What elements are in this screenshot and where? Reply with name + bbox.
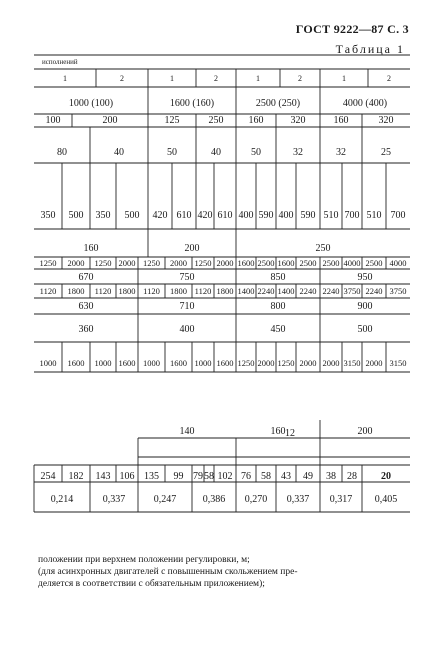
- table-cell: 200: [184, 243, 200, 254]
- table-cell: 590: [258, 210, 274, 221]
- table-cell: 2500: [322, 258, 340, 268]
- footnote-line: (для асинхронных двигателей с повышенным скольжением пре-: [38, 567, 298, 577]
- table-cell: 1: [256, 74, 260, 83]
- table-cell: 160: [270, 426, 286, 437]
- table-cell: 28: [347, 471, 357, 482]
- table-cell: 4000: [389, 258, 407, 268]
- table-cell: 610: [176, 210, 192, 221]
- footnote: [38, 554, 408, 590]
- table-cell: 38: [326, 471, 336, 482]
- table-cell: 50: [167, 147, 177, 158]
- table-cell: 1120: [143, 286, 160, 296]
- table-cell: 143: [95, 471, 111, 482]
- table-cell: 3750: [389, 286, 407, 296]
- table-cell: 710: [179, 301, 195, 312]
- table-cell: 106: [119, 471, 135, 482]
- table-cell: 1800: [118, 286, 136, 296]
- table-cell: 135: [144, 471, 159, 482]
- table-cell: 3150: [343, 358, 361, 368]
- table-cell: 320: [290, 115, 306, 126]
- table-cell: исполнений: [42, 58, 78, 66]
- table-cell: 2000: [216, 258, 234, 268]
- table-cell: 76: [241, 471, 251, 482]
- table-cell: 40: [114, 147, 124, 158]
- footnote-line: положении при верхнем положении регулировки, м;: [38, 555, 250, 565]
- table-cell: 320: [378, 115, 394, 126]
- table-cell: 800: [270, 301, 286, 312]
- table-cell: 125: [164, 115, 180, 126]
- table-cell: 2240: [365, 286, 383, 296]
- table-cell: 360: [78, 324, 94, 335]
- table-cell: 2240: [322, 286, 340, 296]
- table-cell: 1: [342, 74, 346, 83]
- table-cell: 700: [344, 210, 360, 221]
- table-cell: 1120: [39, 286, 57, 296]
- table-cell: 1250: [277, 358, 295, 368]
- table-cell: 400: [278, 210, 294, 221]
- table-cell: 1800: [67, 286, 85, 296]
- table-cell: 630: [78, 301, 94, 312]
- table-cell: 0,214: [50, 494, 74, 505]
- table-cell: 254: [40, 471, 56, 482]
- table-cell: 200: [357, 426, 373, 437]
- table-cell: 2000: [67, 258, 85, 268]
- table-cell: 610: [217, 210, 233, 221]
- table-cell: 1250: [94, 258, 112, 268]
- table-cell: 500: [124, 210, 140, 221]
- table-cell: 1250: [194, 258, 212, 268]
- table-cell: 0,405: [374, 494, 398, 505]
- table-cell: 1120: [194, 286, 212, 296]
- table-cell: 3750: [343, 286, 361, 296]
- table-cell: 450: [270, 324, 286, 335]
- table-cell: 79: [193, 471, 203, 482]
- table-cell: 4000 (400): [342, 98, 388, 109]
- table-cell: 670: [78, 272, 94, 283]
- table-cell: 1600: [67, 358, 85, 368]
- table-cell: 40: [211, 147, 221, 158]
- table-cell: 250: [208, 115, 224, 126]
- table-cell: 1250: [237, 358, 255, 368]
- table-cell: 160: [83, 243, 99, 254]
- table-cell: 2500: [365, 258, 383, 268]
- footnote-line: деляется в соответствии с обязательным приложением);: [38, 579, 265, 589]
- table-cell: 400: [179, 324, 195, 335]
- table-cell: 1250: [39, 258, 57, 268]
- table-cell: 20: [381, 471, 391, 482]
- table-cell: 25: [381, 147, 391, 158]
- table-cell: 200: [102, 115, 118, 126]
- table-cell: 99: [173, 471, 184, 482]
- table-cell: 2240: [257, 286, 275, 296]
- table-cell: 1000: [94, 358, 112, 368]
- table-cell: 2: [214, 74, 218, 83]
- table-cell: 1000: [143, 358, 160, 368]
- table-cell: 1: [63, 74, 67, 83]
- table-cell: 102: [217, 471, 233, 482]
- page-header: ГОСТ 9222—87 С. 3: [295, 22, 409, 36]
- table-cell: 500: [68, 210, 84, 221]
- table-cell: 50: [251, 147, 261, 158]
- table-cell: 49: [303, 471, 313, 482]
- table-cell: 350: [40, 210, 56, 221]
- table-caption: Таблица 1: [335, 42, 405, 56]
- table-cell: 900: [357, 301, 373, 312]
- table-cell: 1000: [39, 358, 57, 368]
- table-cell: 350: [95, 210, 111, 221]
- table-cell: 2: [387, 74, 391, 83]
- table-cell: 500: [357, 324, 373, 335]
- table-cell: 2000: [365, 358, 383, 368]
- table-cell: 1800: [170, 286, 187, 296]
- table-cell: 400: [238, 210, 254, 221]
- table-cell: 160: [333, 115, 349, 126]
- table-cell: 4000: [343, 258, 361, 268]
- table-cell: 1600: [170, 358, 187, 368]
- table-cell: 140: [179, 426, 195, 437]
- table-cell: 1400: [237, 286, 255, 296]
- table-cell: 1400: [277, 286, 295, 296]
- table-cell: 1600: [216, 358, 234, 368]
- table-cell: 2: [298, 74, 302, 83]
- table-cell: 1000: [194, 358, 212, 368]
- table-cell: 420: [152, 210, 168, 221]
- table-cell: 58: [261, 471, 271, 482]
- table-cell: 1600: [118, 358, 136, 368]
- table-cell: 2000: [257, 358, 275, 368]
- table-cell: 58: [204, 471, 214, 482]
- table-cell: 43: [281, 471, 291, 482]
- table-cell: 250: [315, 243, 331, 254]
- table-cell: 2500: [299, 258, 317, 268]
- table-cell: 32: [336, 147, 346, 158]
- table-cell: 2000: [299, 358, 317, 368]
- table-cell: 1600: [277, 258, 295, 268]
- table-cell: 12: [285, 428, 295, 439]
- table-cell: 1120: [94, 286, 112, 296]
- table-cell: 750: [179, 272, 195, 283]
- table-cell: 182: [68, 471, 84, 482]
- table-cell: 850: [270, 272, 286, 283]
- table-cell: 0,386: [202, 494, 226, 505]
- table-cell: 1800: [216, 286, 234, 296]
- table-cell: 510: [323, 210, 339, 221]
- table-cell: 2500 (250): [255, 98, 301, 109]
- table-cell: 0,317: [329, 494, 353, 505]
- table-cell: 1000 (100): [68, 98, 114, 109]
- table-cell: 1600 (160): [169, 98, 215, 109]
- table-cell: 1250: [143, 258, 160, 268]
- table-cell: 0,337: [102, 494, 126, 505]
- table-cell: 3150: [389, 358, 407, 368]
- table-cell: 0,270: [244, 494, 268, 505]
- table-cell: 0,337: [286, 494, 310, 505]
- table-cell: 1: [170, 74, 174, 83]
- table-cell: 160: [248, 115, 264, 126]
- table-cell: 1600: [237, 258, 255, 268]
- table-cell: 2000: [322, 358, 340, 368]
- table-cell: 0,247: [153, 494, 177, 505]
- table-cell: 100: [45, 115, 61, 126]
- table-cell: 420: [197, 210, 213, 221]
- table-cell: 2000: [118, 258, 136, 268]
- table-cell: 2240: [299, 286, 317, 296]
- table-cell: 700: [390, 210, 406, 221]
- table-cell: 2: [120, 74, 124, 83]
- table-cell: 590: [300, 210, 316, 221]
- table-cell: 2500: [257, 258, 275, 268]
- table-cell: 32: [293, 147, 303, 158]
- table-cell: 950: [357, 272, 373, 283]
- table-cell: 510: [366, 210, 382, 221]
- table-cell: 2000: [170, 258, 187, 268]
- table-cell: 80: [57, 147, 67, 158]
